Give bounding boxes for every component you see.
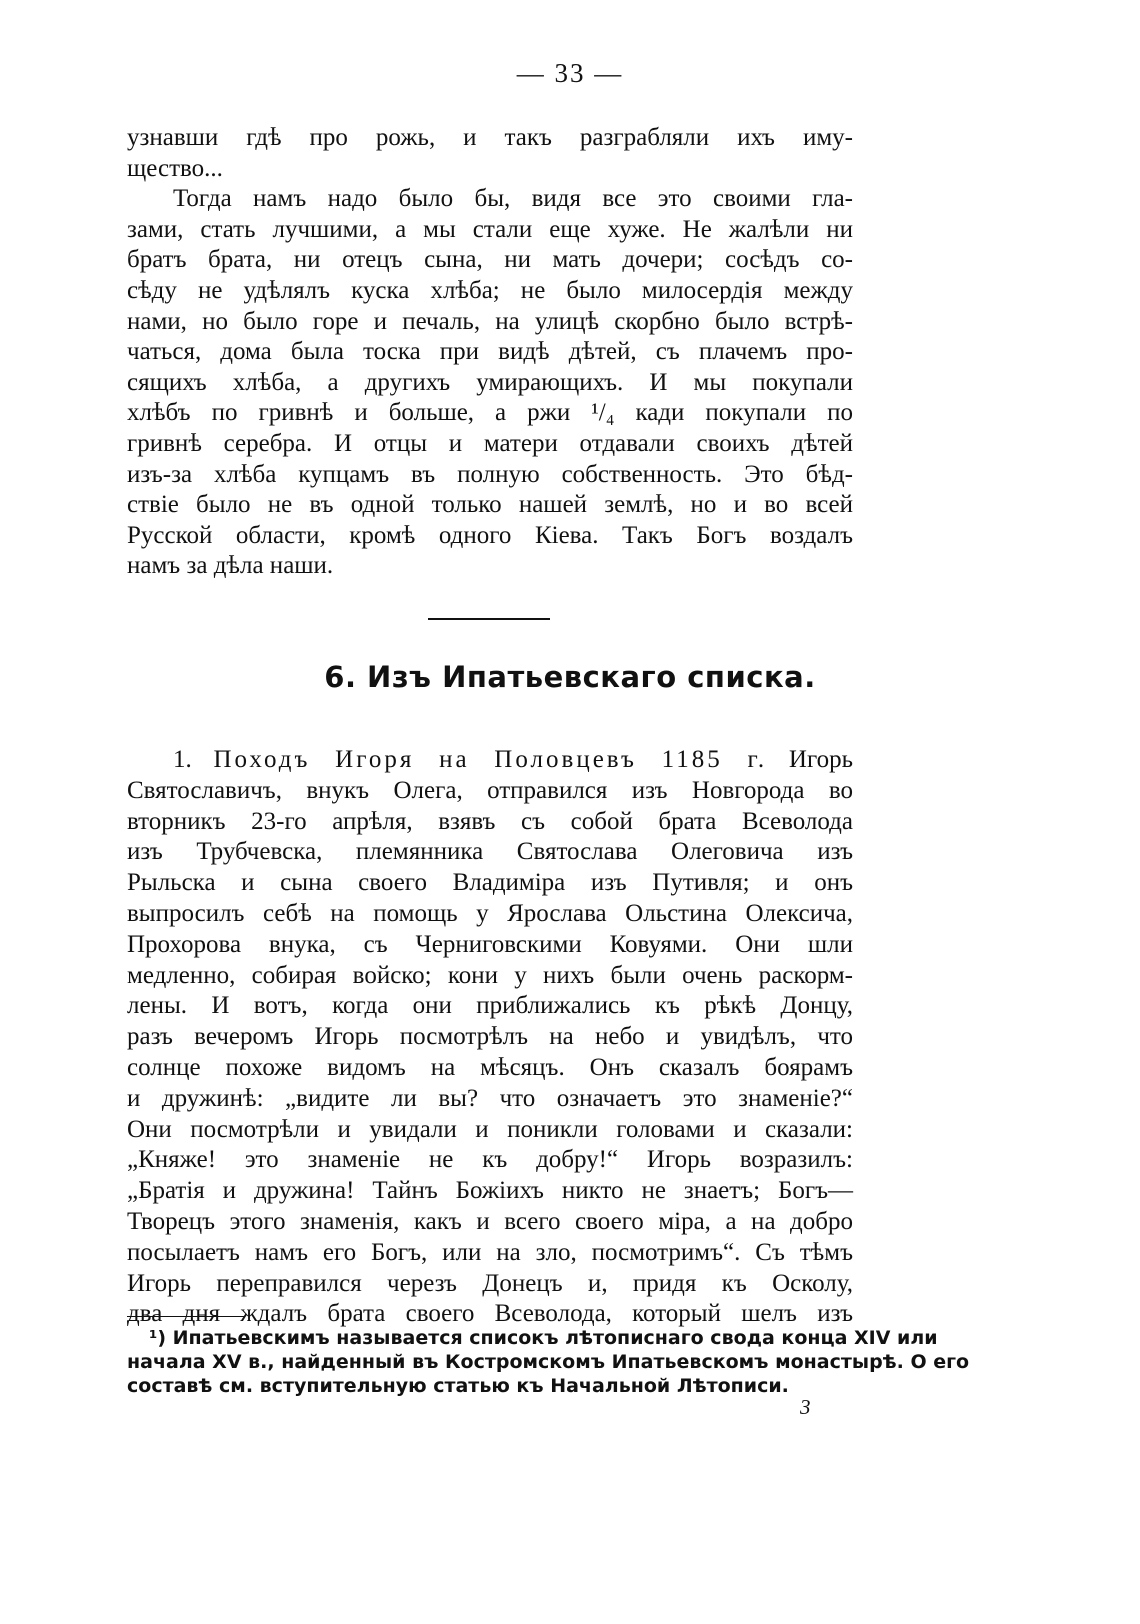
text-line: Творецъ этого знаменія, какъ и всего своего міра, а на добро: [127, 1207, 853, 1235]
text-fragment: Игорь: [767, 746, 853, 773]
signature-mark: 3: [800, 1395, 811, 1419]
text-line: медленно, собирая войско; кони у нихъ были очень раскорм-: [127, 961, 853, 989]
text-line: Русской области, кромѣ одного Кіева. Такъ Богъ воздалъ: [127, 521, 853, 549]
paragraph-main: [127, 745, 853, 1330]
text-line: изъ-за хлѣба купцамъ въ полную собственность. Это бѣд-: [127, 460, 853, 488]
text-line: изъ Трубчевска, племянника Святослава Олеговича изъ: [127, 838, 853, 866]
text-line: Игорь переправился черезъ Донецъ и, придя къ Осколу,: [127, 1269, 853, 1297]
text-line: два дня ждалъ брата своего Всеволода, который шелъ изъ: [127, 1300, 853, 1328]
footnote-divider: [127, 1316, 245, 1317]
text-line: братъ брата, ни отецъ сына, ни мать дочери; сосѣдъ со-: [127, 246, 853, 274]
text-line: Святославичъ, внукъ Олега, отправился изъ Новгорода во: [127, 776, 853, 804]
text-line: лены. И вотъ, когда они приближались къ рѣкѣ Донцу,: [127, 992, 853, 1020]
text-line: Прохорова внука, съ Черниговскими Ковуями. Они шли: [127, 930, 853, 958]
text-line: солнце похоже видомъ на мѣсяцъ. Онъ сказалъ боярамъ: [127, 1053, 853, 1081]
text-line: чаться, дома была тоска при видѣ дѣтей, съ плачемъ про-: [127, 338, 853, 366]
section-heading: 6. Изъ Ипатьевскаго списка.: [324, 660, 816, 694]
page-number: — 33 —: [516, 58, 624, 88]
paragraph-top: [127, 123, 853, 582]
text-line: зами, стать лучшими, а мы стали еще хуже. Не жалѣли ни: [127, 215, 853, 243]
text-line: Тогда намъ надо было бы, видя все это своими гла-: [173, 185, 853, 213]
text-line: узнавши гдѣ про рожь, и такъ разграбляли ихъ иму-: [127, 124, 853, 151]
text-line: и дружинѣ: „видите ли вы? что означаетъ это знаменіе?“: [127, 1084, 853, 1112]
text-line: Они посмотрѣли и увидали и поникли головами и сказали:: [127, 1115, 853, 1143]
text-line: хлѣбъ по гривнѣ и больше, а ржи ¹/₄ кади покупали по: [127, 399, 853, 427]
text-line: Рыльска и сына своего Владиміра изъ Путивля; и онъ: [127, 869, 853, 897]
text-line: ствіе было не въ одной только нашей землѣ, но и во всей: [127, 491, 853, 519]
text-line: сѣду не удѣлялъ куска хлѣба; не было милосердія между: [127, 276, 853, 304]
text-line: гривнѣ серебра. И отцы и матери отдавали своихъ дѣтей: [127, 429, 853, 457]
text-line: нами, но было горе и печаль, на улицѣ скорбно было встрѣ-: [127, 307, 853, 335]
text-line: „Братія и дружина! Тайнъ Божіихъ никто не знаетъ; Богъ—: [127, 1177, 853, 1205]
text-line: разъ вечеромъ Игорь посмотрѣлъ на небо и увидѣлъ, что: [127, 1023, 853, 1051]
text-line: выпросилъ себѣ на помощь у Ярослава Ольстина Олексича,: [127, 899, 853, 927]
footnote-line: ¹) Ипатьевскимъ называется списокъ лѣтописнаго свода конца XIV или: [149, 1327, 938, 1349]
footnote-line: начала XV в., найденный въ Костромскомъ Ипатьевскомъ монастырѣ. О его: [127, 1351, 970, 1373]
text-line: намъ за дѣла наши.: [127, 552, 334, 580]
section-divider: [428, 618, 550, 620]
text-line: вторникъ 23-го апрѣля, взявъ съ собой брата Всеволода: [127, 807, 853, 835]
footnote-line: составѣ см. вступительную статью къ Начальной Лѣтописи.: [127, 1375, 789, 1397]
item-title: Походъ Игоря на Половцевъ 1185 г.: [213, 746, 768, 773]
text-line-first: [127, 745, 853, 776]
text-line: „Княже! это знаменіе не къ добру!“ Игорь возразилъ:: [127, 1146, 853, 1174]
text-line: сящихъ хлѣба, а другихъ умирающихъ. И мы покупали: [127, 368, 853, 396]
item-number: 1.: [173, 746, 214, 773]
text-line: щество...: [127, 154, 223, 182]
text-line: посылаетъ намъ его Богъ, или на зло, посмотримъ“. Съ тѣмъ: [127, 1238, 853, 1266]
footnote: [127, 1326, 970, 1398]
